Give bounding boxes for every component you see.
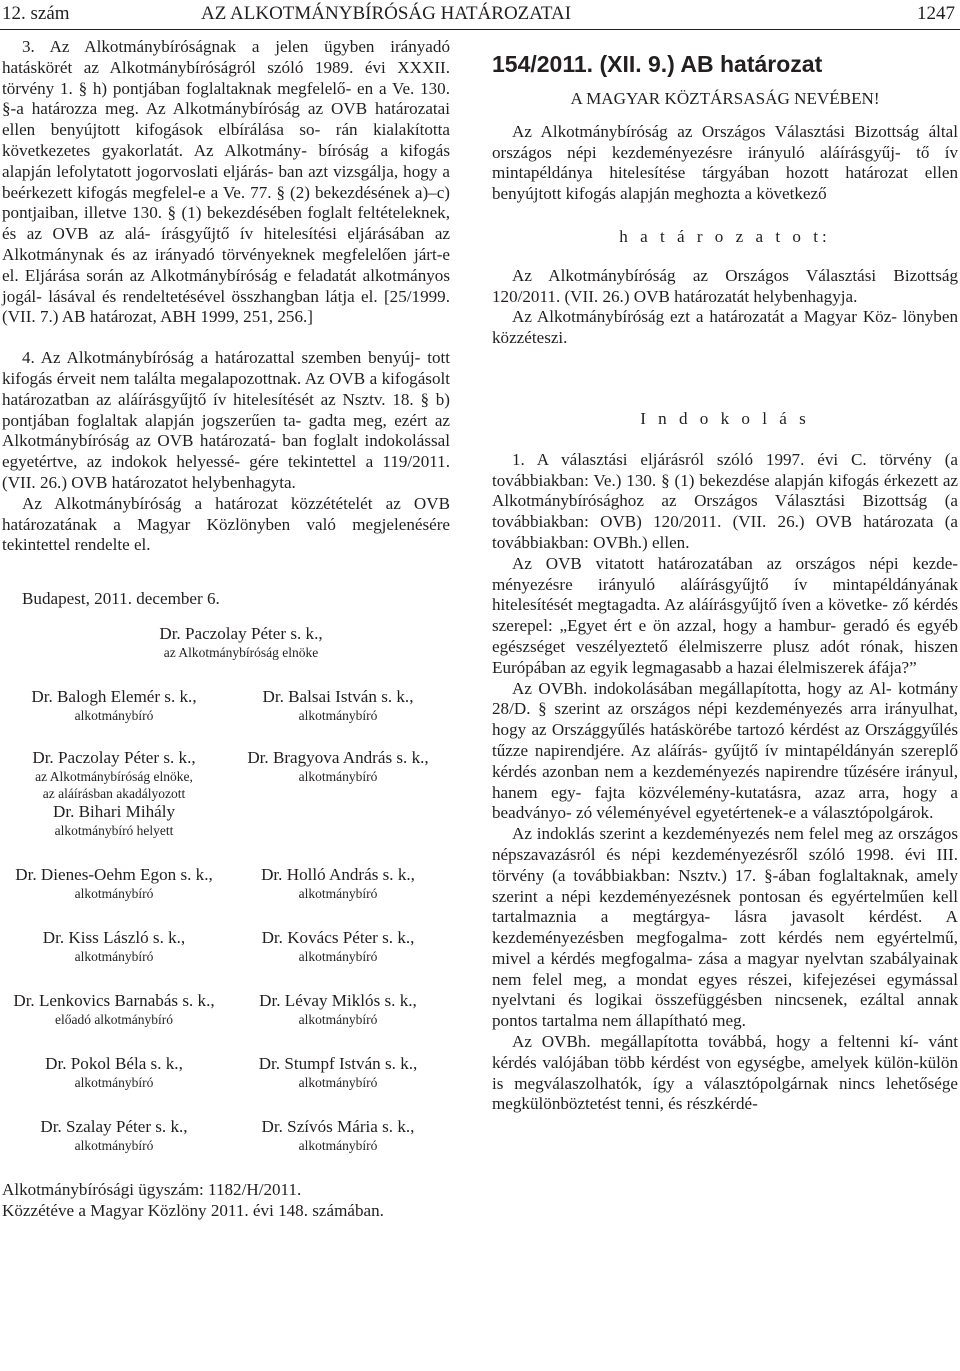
reasoning-paragraph: Az OVBh. megállapította továbbá, hogy a feltenni kí- vánt kérdés valójában több kérdést von egységbe, amelyek külön-külön is megválaszolhatók, így a választópolgárnak nincs lehetősége megkülönböztetést tenni, és részkérdé-: [492, 1032, 958, 1114]
signatory-role: alkotmánybíró helyett: [54, 822, 174, 838]
president-role: az Alkotmánybíróság elnöke: [163, 644, 319, 660]
reasoning-paragraph: Az OVBh. indokolásában megállapította, hogy az Al- kotmány 28/D. § szerint az országos népi kezdeményezés arra irányulhat, hogy az Országgyűlés hatáskörébe tartozó kérdést az Országgyűlés tűzze napirendjére. Az aláírás- gyűjtő ív mintapéldányán szereplő kérdés azonban nem a kezdeményezés napirendre tűzésére irányul, hanem egy- fajta közvélemény-kutatásra, azaz arra, hogy a beadványo- zó véleményével egyetértenek-e a választópolgárok.: [492, 678, 958, 823]
signatory-name: Dr. Holló András s. k.,: [261, 864, 415, 884]
signatory-name: Dr. Bragyova András s. k.,: [247, 747, 429, 767]
signatory-role: alkotmánybíró: [74, 948, 154, 964]
place-date: Budapest, 2011. december 6.: [22, 589, 220, 609]
signatory-name: Dr. Lévay Miklós s. k.,: [259, 990, 417, 1010]
nation-heading: A MAGYAR KÖZTÁRSASÁG NEVÉBEN!: [570, 89, 880, 108]
signatory-name: Dr. Paczolay Péter s. k.,: [32, 747, 196, 767]
paragraph-3: 3. Az Alkotmánybíróságnak a jelen ügyben irányadó hatáskörét az Alkotmánybíróságról szóló 1989. évi XXXII. törvény 1. § h) pontjában foglaltaknak megfelelő- en a Ve. 130. §-a határozza meg. Az Alkotmánybíróság az OVB határozatai ellen benyújtott kifogások elbírálása so- rán kialakította következetes gyakorlatát. Az Alkotmány- bíróság a kifogás alapján lefolytatott jogorvoslati eljárás- ban azt vizsgálja, hogy a beérkezett kifogás megfelel-e a Ve. 77. § (2) bekezdésének a)–c) pontjaiban, illetve 130. § (1) bekezdésében foglalt feltételeknek, és az OVB az alá- írásgyűjtő ív hitelesítési eljárásában az Alkotmánynak és az irányadó törvényeknek megfelelően járt-e el. Eljárása során az Alkotmánybíróság e feladatát alkotmányos jogál- lásával és rendeltetésével összhangban látja el. [25/1999. (VII. 7.) AB határozat, ABH 1999, 251, 256.]: [2, 37, 450, 327]
signatory-role: alkotmánybíró: [298, 1074, 378, 1090]
signatory-role: alkotmánybíró: [298, 948, 378, 964]
signature-row: [2, 1117, 450, 1154]
publication-note: Közzétéve a Magyar Közlöny 2011. évi 148. számában.: [2, 1200, 384, 1220]
paragraph-publication-order: Az Alkotmánybíróság a határozat közzétételét az OVB határozatának a Magyar Közlönyben való megjelenésére tekintettel rendelte el.: [2, 493, 450, 555]
decision-paragraph-1: Az Alkotmánybíróság az Országos Választási Bizottság 120/2011. (VII. 26.) OVB határozatát helybenhagyja.: [492, 265, 958, 306]
decision-paragraph-2: Az Alkotmánybíróság ezt a határozatát a Magyar Köz- lönyben közzéteszi.: [492, 307, 958, 348]
signatory-role: alkotmánybíró: [298, 885, 378, 901]
page-number: 1247: [917, 3, 955, 24]
left-column: [2, 37, 450, 1222]
signature-row: [2, 928, 450, 965]
signatory-name-substitute: Dr. Bihari Mihály: [52, 801, 176, 821]
signatory-name: Dr. Pokol Béla s. k.,: [45, 1053, 183, 1073]
journal-title: AZ ALKOTMÁNYBÍRÓSÁG HATÁROZATAI: [201, 3, 572, 24]
hatarozatot-heading: h a t á r o z a t o t:: [619, 226, 831, 246]
signature-row: [2, 687, 450, 724]
reasoning-paragraph: Az indoklás szerint a kezdeményezés nem felel meg az országos népszavazásról és népi kezdeményezésről szóló 1998. évi III. törvény (a továbbiakban: Nsztv.) 17. §-ában foglaltaknak, amely szerint a népi kezdeményezésnek pontosan és egyértelműen kell tartalmaznia a megtárgya- lásra javasolt kérdést. A kezdeményezésben megfogalma- zott kérdés nem egyértelmű, mivel a kérdés megfogalma- zása a magyar nyelvtan szabályainak nem felel meg, a mondat egyes részei, kifejezései egymással nyelvtani és logikai összefüggésben nincsenek, ezáltal annak pontos tartalma nem állapítható meg.: [492, 824, 958, 1031]
header-rule: [0, 29, 960, 30]
signature-row: [2, 748, 450, 839]
president-signature: [2, 624, 450, 661]
signatory-role: alkotmánybíró: [74, 1074, 154, 1090]
signatory-name: Dr. Szalay Péter s. k.,: [40, 1116, 188, 1136]
signatory-role: előadó alkotmánybíró: [54, 1011, 174, 1027]
signatory-role-note: az aláírásban akadályozott: [42, 785, 186, 801]
signatory-role: alkotmánybíró: [298, 1011, 378, 1027]
president-name: Dr. Paczolay Péter s. k.,: [159, 623, 323, 643]
signatory-name: Dr. Lenkovics Barnabás s. k.,: [13, 990, 215, 1010]
signatory-role: alkotmánybíró: [298, 707, 378, 723]
reasoning-paragraph: Az OVB vitatott határozatában az országos népi kezde- ményezésre irányuló aláírásgyűjtő ív mintapéldányának hitelesítését megtagadta. Az aláírásgyűjtő íven a követke- ző kérdés szerepel: „Egyet ért e ön azzal, hogy a hambur- geradó és egyéb egészséget veszélyeztető élelmiszerre plusz adót rónak, hiszen Európában az egyik legmagasabb a hazai élelmiszerek áfája?”: [492, 553, 958, 677]
signatory-role: alkotmánybíró: [298, 1137, 378, 1153]
signature-row: [2, 991, 450, 1028]
signatory-role: alkotmánybíró: [74, 885, 154, 901]
signatory-role: az Alkotmánybíróság elnöke,: [35, 768, 193, 784]
signatory-name: Dr. Kiss László s. k.,: [42, 927, 186, 947]
signature-row: [2, 865, 450, 902]
indokolas-heading: I n d o k o l á s: [640, 408, 810, 428]
reasoning-paragraph: 1. A választási eljárásról szóló 1997. évi C. törvény (a továbbiakban: Ve.) 130. § (1) bekezdése alapján kifogás érkezett az Alkotmánybírósághoz az Országos Választási Bizottság (a továbbiakban: OVB) 120/2011. (VII. 26.) OVB határozata (a továbbiakban: OVBh.) ellen.: [492, 449, 958, 552]
signatory-name: Dr. Dienes-Oehm Egon s. k.,: [15, 864, 213, 884]
signatory-role: alkotmánybíró: [298, 768, 378, 784]
intro-paragraph: Az Alkotmánybíróság az Országos Választási Bizottság által országos népi kezdeményezésre irányuló aláírásgyűj- tő ív mintapéldánya hitelesítése tárgyában hozott határozat ellen benyújtott kifogás alapján meghozta a következő: [492, 121, 958, 204]
signatory-role: alkotmánybíró: [74, 1137, 154, 1153]
signatory-name: Dr. Szívós Mária s. k.,: [261, 1116, 415, 1136]
signatory-role: alkotmánybíró: [74, 707, 154, 723]
paragraph-4: 4. Az Alkotmánybíróság a határozattal szemben benyúj- tott kifogás érveit nem találta megalapozottnak. Az OVB a kifogásolt határozatban az aláírásgyűjtő ív hitelesítését az Nsztv. 18. § b) pontjában foglaltak alapján jogszerűen ta- gadta meg, ezért az Alkotmánybíróság az OVB határozatá- ban foglalt indokolással egyetértve, az indokok helyessé- gére tekintettel a 119/2011. (VII. 26.) OVB határozatot helybenhagyta.: [2, 348, 450, 492]
signatory-name: Dr. Balsai István s. k.,: [262, 686, 414, 706]
signatory-name: Dr. Kovács Péter s. k.,: [261, 927, 415, 947]
signature-row: [2, 1054, 450, 1091]
decision-title: 154/2011. (XII. 9.) AB határozat: [492, 51, 823, 77]
running-header: [0, 0, 960, 32]
case-number: Alkotmánybírósági ügyszám: 1182/H/2011.: [2, 1179, 302, 1199]
signatory-name: Dr. Stumpf István s. k.,: [258, 1053, 418, 1073]
signatory-name: Dr. Balogh Elemér s. k.,: [31, 686, 197, 706]
right-column: [492, 37, 958, 1115]
issue-number: 12. szám: [2, 3, 70, 24]
